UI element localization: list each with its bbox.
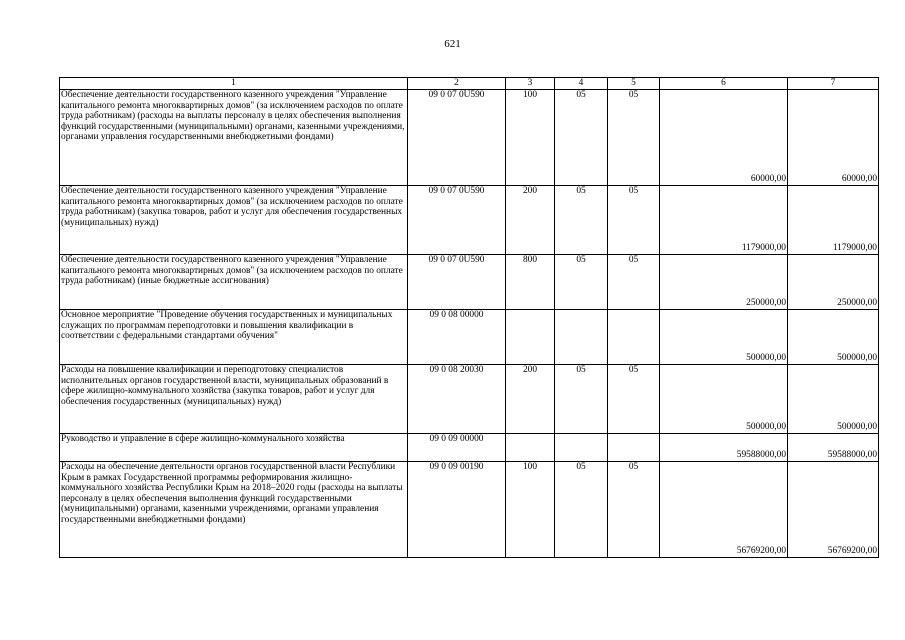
row-target-code: 09 0 09 00000 xyxy=(408,434,506,462)
budget-table xyxy=(59,77,879,558)
row-description: Обеспечение деятельности государственного казенного учреждения "Управление капитального ремонта многоквартирных домов" (за исключением расходов по оплате труда работникам) (иные бюджетные ассигнования) xyxy=(60,255,408,310)
table-row xyxy=(60,255,879,310)
row-amount-col7: 1179000,00 xyxy=(788,186,879,255)
table-row xyxy=(60,186,879,255)
row-section: 05 xyxy=(555,365,608,434)
row-amount-col6: 500000,00 xyxy=(660,310,788,365)
row-target-code: 09 0 08 20030 xyxy=(408,365,506,434)
row-section xyxy=(555,434,608,462)
row-target-code: 09 0 07 0U590 xyxy=(408,186,506,255)
table-row xyxy=(60,365,879,434)
row-amount-col7: 56769200,00 xyxy=(788,462,879,558)
row-expense-type: 100 xyxy=(506,90,555,186)
table-row xyxy=(60,434,879,462)
row-section xyxy=(555,310,608,365)
column-header-2: 2 xyxy=(408,78,506,90)
table-row xyxy=(60,462,879,558)
column-header-3: 3 xyxy=(506,78,555,90)
row-subsection xyxy=(608,434,660,462)
row-expense-type xyxy=(506,310,555,365)
row-target-code: 09 0 07 0U590 xyxy=(408,255,506,310)
row-description: Расходы на повышение квалификации и переподготовку специалистов исполнительных органов государственной власти, муниципальных образований в сфере жилищно-коммунального хозяйства (закупка товаров, работ и услуг для обеспечения государственных (муниципальных) нужд) xyxy=(60,365,408,434)
row-amount-col6: 56769200,00 xyxy=(660,462,788,558)
row-target-code: 09 0 09 00190 xyxy=(408,462,506,558)
row-amount-col7: 500000,00 xyxy=(788,310,879,365)
row-amount-col6: 250000,00 xyxy=(660,255,788,310)
row-section: 05 xyxy=(555,462,608,558)
row-amount-col7: 250000,00 xyxy=(788,255,879,310)
row-description: Основное мероприятие "Проведение обучения государственных и муниципальных служащих по программам переподготовки и повышения квалификации в соответствии с федеральными стандартами обучения" xyxy=(60,310,408,365)
row-section: 05 xyxy=(555,186,608,255)
row-amount-col7: 500000,00 xyxy=(788,365,879,434)
column-header-5: 5 xyxy=(608,78,660,90)
row-target-code: 09 0 07 0U590 xyxy=(408,90,506,186)
row-expense-type: 100 xyxy=(506,462,555,558)
row-expense-type: 200 xyxy=(506,186,555,255)
row-target-code: 09 0 08 00000 xyxy=(408,310,506,365)
row-subsection: 05 xyxy=(608,462,660,558)
row-subsection: 05 xyxy=(608,90,660,186)
row-expense-type: 200 xyxy=(506,365,555,434)
page-number: 621 xyxy=(444,38,461,50)
column-number-row xyxy=(60,78,879,90)
row-description: Руководство и управление в сфере жилищно-коммунального хозяйства xyxy=(60,434,408,462)
table-row xyxy=(60,310,879,365)
row-amount-col6: 60000,00 xyxy=(660,90,788,186)
row-amount-col7: 59588000,00 xyxy=(788,434,879,462)
table-row xyxy=(60,90,879,186)
row-subsection: 05 xyxy=(608,365,660,434)
row-expense-type xyxy=(506,434,555,462)
row-amount-col7: 60000,00 xyxy=(788,90,879,186)
row-amount-col6: 59588000,00 xyxy=(660,434,788,462)
row-subsection xyxy=(608,310,660,365)
column-header-4: 4 xyxy=(555,78,608,90)
row-subsection: 05 xyxy=(608,255,660,310)
row-expense-type: 800 xyxy=(506,255,555,310)
column-header-7: 7 xyxy=(788,78,879,90)
row-description: Расходы на обеспечение деятельности органов государственной власти Республики Крым в рамках Государственной программы реформирования жилищно-коммунального хозяйства Республики Крым на 2018–2020 годы (расходы на выплаты персоналу в целях обеспечения выполнения функций государственными (муниципальными) органами, казенными учреждениями, органами управления государственными внебюджетными фондами) xyxy=(60,462,408,558)
column-header-6: 6 xyxy=(660,78,788,90)
row-subsection: 05 xyxy=(608,186,660,255)
row-amount-col6: 500000,00 xyxy=(660,365,788,434)
row-description: Обеспечение деятельности государственного казенного учреждения "Управление капитального ремонта многоквартирных домов" (за исключением расходов по оплате труда работникам) (закупка товаров, работ и услуг для обеспечения государственных (муниципальных) нужд) xyxy=(60,186,408,255)
row-section: 05 xyxy=(555,90,608,186)
column-header-1: 1 xyxy=(60,78,408,90)
row-description: Обеспечение деятельности государственного казенного учреждения "Управление капитального ремонта многоквартирных домов" (за исключением расходов по оплате труда работникам) (расходы на выплаты персоналу в целях обеспечения выполнения функций государственными (муниципальными) органами, казенными учреждениями, органами управления государственными внебюджетными фондами) xyxy=(60,90,408,186)
row-section: 05 xyxy=(555,255,608,310)
row-amount-col6: 1179000,00 xyxy=(660,186,788,255)
